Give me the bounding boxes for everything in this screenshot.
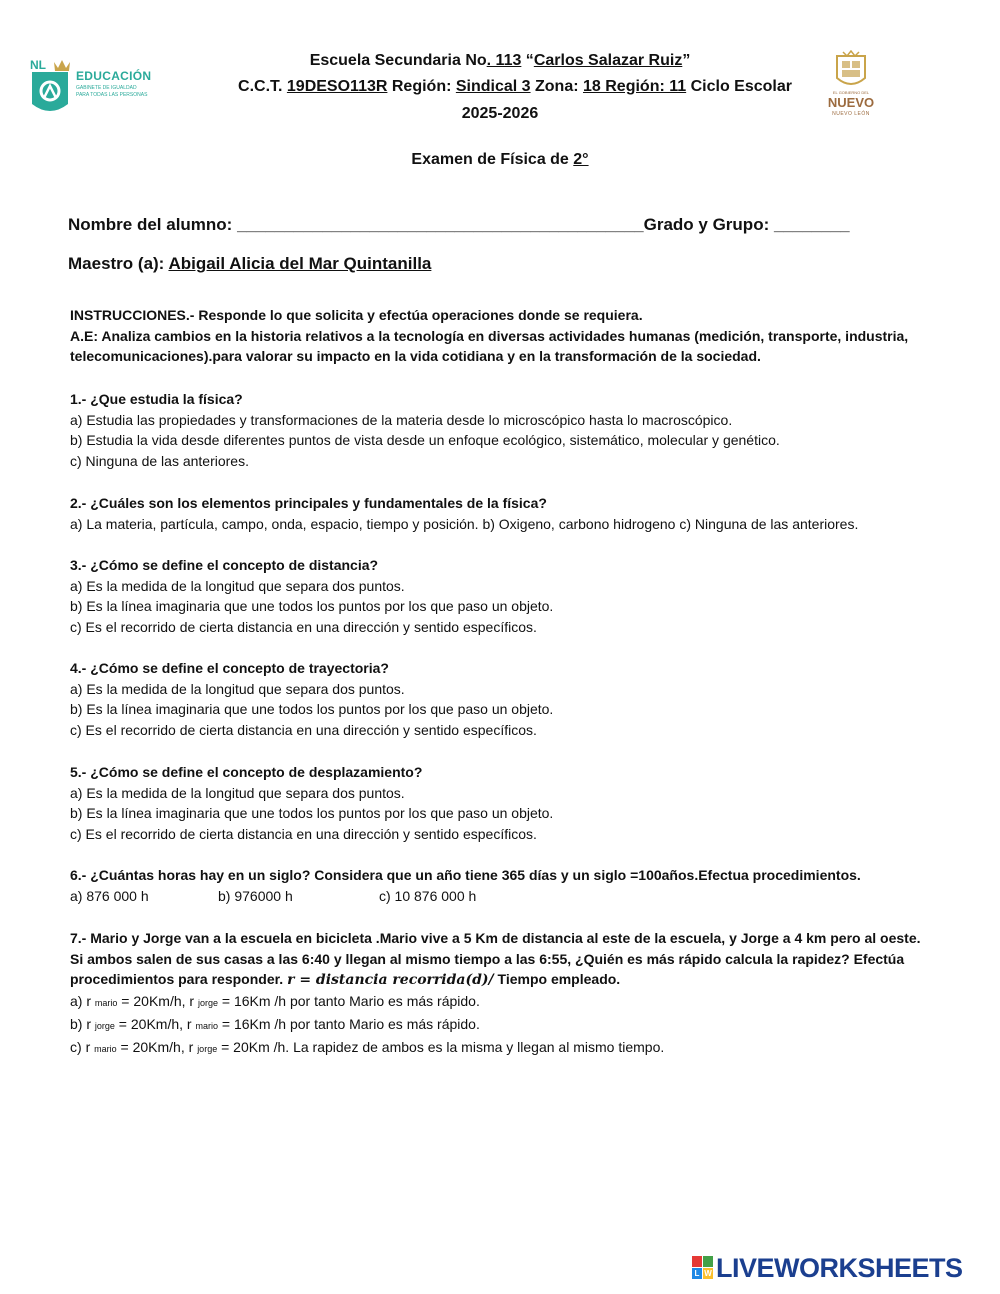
educacion-sub2: PARA TODAS LAS PERSONAS bbox=[76, 92, 148, 98]
question-5-option-a[interactable]: a) Es la medida de la longitud que separa dos puntos. bbox=[70, 784, 405, 801]
cube-letter-w: W bbox=[704, 1269, 712, 1278]
liveworksheets-logo bbox=[692, 1253, 992, 1283]
question-1-option-b[interactable]: b) Estudia la vida desde diferentes puntos de vista desde un enfoque ecológico, sistemático, molecular y genético. bbox=[70, 432, 780, 449]
question-7-line-1: 7.- Mario y Jorge van a la escuela en bicicleta .Mario vive a 5 Km de distancia al este de la escuela, y Jorge a 4 km pero al oeste. bbox=[70, 930, 921, 946]
r-symbol: r bbox=[186, 1015, 192, 1032]
educacion-badge-text: NL bbox=[30, 58, 46, 72]
school-line bbox=[180, 52, 820, 70]
option-label: c) bbox=[70, 1038, 86, 1055]
question-5-option-b[interactable]: b) Es la línea imaginaria que une todos los puntos por los que paso un objeto. bbox=[70, 805, 554, 822]
question-7-line-2: Si ambos salen de sus casas a las 6:40 y llegan al mismo tiempo a las 6:55, ¿Quién es más rápido calcula la rapidez? Efectúa bbox=[70, 950, 905, 967]
ciclo-value: 2025-2026 bbox=[461, 105, 539, 122]
r-symbol: r bbox=[189, 993, 195, 1010]
teacher-line bbox=[68, 254, 431, 274]
question-6 bbox=[70, 865, 932, 906]
question-3-option-b[interactable]: b) Es la línea imaginaria que une todos los puntos por los que paso un objeto. bbox=[70, 598, 554, 615]
question-7-line-3-text: procedimientos para responder. bbox=[70, 971, 288, 988]
nuevo-leon-top-text: EL GOBIERNO DEL bbox=[832, 90, 870, 95]
school-name-open: “ bbox=[521, 52, 534, 69]
option-text: = 16Km /h por tanto Mario es más rápido. bbox=[217, 993, 480, 1010]
question-6-option-a[interactable]: a) 876 000 h bbox=[70, 887, 149, 904]
zona-label: Zona: bbox=[530, 78, 583, 95]
subscript-mario: mario bbox=[94, 1043, 117, 1054]
question-3 bbox=[70, 555, 932, 638]
exam-title-grade: 2° bbox=[573, 151, 589, 168]
educacion-logo bbox=[28, 58, 168, 120]
cct-line bbox=[150, 78, 880, 96]
question-4-option-a[interactable]: a) Es la medida de la longitud que separa dos puntos. bbox=[70, 680, 405, 697]
option-text: = 20Km/h, bbox=[116, 1038, 189, 1055]
liveworksheets-brand: LIVEWORKSHEETS bbox=[716, 1253, 963, 1283]
educacion-name: EDUCACIÓN bbox=[76, 69, 152, 83]
teacher-name: Abigail Alicia del Mar Quintanilla bbox=[168, 254, 432, 273]
exam-title-prefix: Examen de Física de bbox=[411, 151, 574, 168]
question-3-option-c[interactable]: c) Es el recorrido de cierta distancia en una dirección y sentido específicos. bbox=[70, 619, 537, 636]
question-3-prompt: 3.- ¿Cómo se define el concepto de distancia? bbox=[70, 557, 379, 573]
subscript-jorge: jorge bbox=[197, 998, 218, 1009]
teacher-label: Maestro (a): bbox=[68, 254, 169, 273]
student-name-field[interactable] bbox=[68, 215, 850, 235]
r-symbol: r bbox=[86, 1015, 92, 1032]
subscript-mario: mario bbox=[94, 998, 118, 1009]
question-2 bbox=[70, 493, 932, 534]
question-6-prompt: 6.- ¿Cuántas horas hay en un siglo? Considera que un año tiene 365 días y un siglo =100años.Efectua procedimientos. bbox=[70, 867, 861, 883]
question-6-option-b[interactable]: b) 976000 h bbox=[218, 887, 293, 904]
r-symbol: r bbox=[86, 993, 92, 1010]
option-text: = 20Km/h, bbox=[117, 993, 190, 1010]
question-2-prompt: 2.- ¿Cuáles son los elementos principales y fundamentales de la física? bbox=[70, 495, 547, 511]
instructions-line-1: INSTRUCCIONES.- Responde lo que solicita y efectúa operaciones donde se requiera. bbox=[70, 307, 643, 323]
question-5-option-c[interactable]: c) Es el recorrido de cierta distancia en una dirección y sentido específicos. bbox=[70, 826, 537, 843]
question-4 bbox=[70, 658, 932, 741]
question-6-option-c[interactable]: c) 10 876 000 h bbox=[379, 887, 477, 904]
school-number: . 113 bbox=[486, 52, 522, 69]
subscript-jorge: jorge bbox=[197, 1043, 218, 1054]
question-5 bbox=[70, 762, 932, 845]
question-1-prompt: 1.- ¿Que estudia la física? bbox=[70, 391, 243, 407]
r-symbol: r bbox=[188, 1038, 194, 1055]
question-4-prompt: 4.- ¿Cómo se define el concepto de trayectoria? bbox=[70, 660, 389, 676]
nuevo-leon-name: NUEVO bbox=[827, 95, 875, 110]
instructions bbox=[70, 305, 932, 367]
question-5-prompt: 5.- ¿Cómo se define el concepto de desplazamiento? bbox=[70, 764, 423, 780]
option-label: a) bbox=[70, 993, 87, 1010]
option-text: = 16Km /h por tanto Mario es más rápido. bbox=[217, 1015, 480, 1032]
speed-formula: r = distancia recorrida(d)/ bbox=[287, 972, 494, 989]
instructions-line-2: A.E: Analiza cambios en la historia relativos a la tecnología en diversas actividades humanas (medición, transporte, industria, bbox=[70, 327, 909, 344]
zona-value: 18 Región: 11 bbox=[583, 78, 687, 95]
question-7-option-a[interactable] bbox=[70, 991, 932, 1014]
educacion-sub1: GABINETE DE IGUALDAD bbox=[76, 85, 137, 91]
ciclo-label: Ciclo Escolar bbox=[686, 78, 792, 95]
option-text: = 20Km /h. La rapidez de ambos es la misma y llegan al mismo tiempo. bbox=[217, 1038, 665, 1055]
question-6-options bbox=[70, 886, 932, 907]
region-value: Sindical 3 bbox=[455, 78, 531, 95]
question-7 bbox=[70, 928, 932, 1059]
cube-letter-l: L bbox=[692, 1268, 702, 1279]
school-prefix: Escuela Secundaria No bbox=[309, 52, 487, 69]
question-1-option-c[interactable]: c) Ninguna de las anteriores. bbox=[70, 453, 249, 470]
question-7-option-c[interactable] bbox=[70, 1037, 932, 1060]
cct-value: 19DESO113R bbox=[286, 78, 388, 95]
group-field[interactable]: Grado y Grupo: ________ bbox=[643, 215, 850, 234]
option-text: = 20Km/h, bbox=[114, 1015, 187, 1032]
subscript-mario: mario bbox=[195, 1020, 218, 1031]
exam-title bbox=[180, 151, 820, 169]
r-symbol: r bbox=[85, 1038, 91, 1055]
instructions-line-3: telecomunicaciones).para valorar su impacto en la vida cotidiana y en la transformación de la sociedad. bbox=[70, 348, 761, 365]
question-1 bbox=[70, 389, 932, 472]
question-7-option-b[interactable] bbox=[70, 1014, 932, 1037]
school-name: Carlos Salazar Ruiz bbox=[533, 52, 683, 69]
question-4-option-c[interactable]: c) Es el recorrido de cierta distancia en una dirección y sentido específicos. bbox=[70, 722, 537, 739]
option-label: b) bbox=[70, 1015, 87, 1032]
question-7-line-3 bbox=[70, 969, 932, 991]
speed-formula-tail: Tiempo empleado. bbox=[493, 971, 621, 988]
question-1-option-a[interactable]: a) Estudia las propiedades y transformaciones de la materia desde lo microscópico hasta lo macroscópico. bbox=[70, 411, 733, 428]
question-4-option-b[interactable]: b) Es la línea imaginaria que une todos los puntos por los que paso un objeto. bbox=[70, 701, 554, 718]
question-3-option-a[interactable]: a) Es la medida de la longitud que separa dos puntos. bbox=[70, 577, 405, 594]
school-name-close: ” bbox=[682, 52, 691, 69]
cct-label: C.C.T. bbox=[238, 78, 287, 95]
liveworksheets-cube-icon bbox=[692, 1256, 714, 1280]
region-label: Región: bbox=[387, 78, 456, 95]
subscript-jorge: jorge bbox=[94, 1020, 115, 1031]
nuevo-leon-sub: NUEVO LEÓN bbox=[832, 111, 870, 117]
question-2-options[interactable]: a) La materia, partícula, campo, onda, espacio, tiempo y posición. b) Oxigeno, carbono hidrogeno c) Ninguna de las anteriores. bbox=[70, 515, 859, 532]
student-name-label: Nombre del alumno: ___________________________________________ bbox=[68, 215, 644, 234]
